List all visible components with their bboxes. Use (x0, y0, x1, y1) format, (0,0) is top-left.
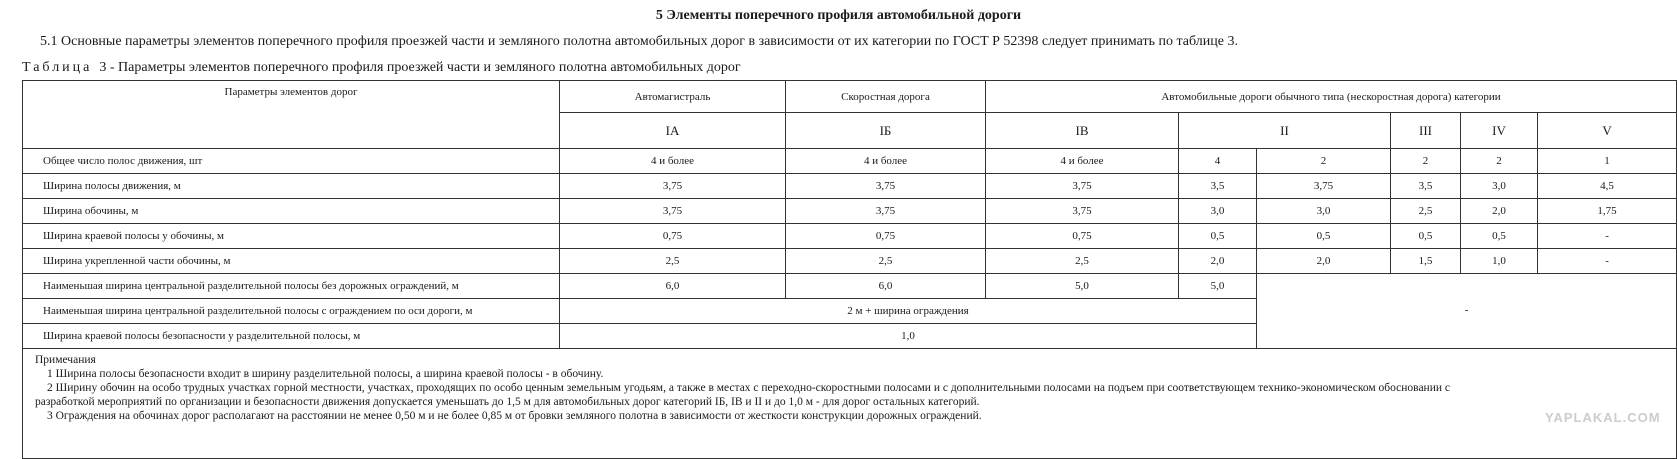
note-2-continued: разработкой мероприятий по организации и безопасности движения допускается уменьшать до 1,5 м для автомобильных дорог категорий IБ, IB и II и до 1,0 м - для дорог остальных категорий. (35, 396, 980, 408)
header-param-cell: Параметры элементов дорог (23, 81, 560, 149)
cell: 4 и более (560, 149, 786, 174)
cell: 2 (1461, 149, 1538, 174)
header-ordinary-roads: Автомобильные дороги обычного типа (нескоростная дорога) категории (986, 81, 1677, 113)
cell: 4 и более (986, 149, 1179, 174)
category-ib: IБ (786, 113, 986, 149)
category-v: V (1538, 113, 1677, 149)
row-label: Ширина краевой полосы у обочины, м (23, 224, 560, 249)
cell: 4 и более (786, 149, 986, 174)
cell: 2,0 (1179, 249, 1257, 274)
cell: 6,0 (560, 274, 786, 299)
table-row (23, 274, 1677, 299)
parameters-table (22, 80, 1677, 459)
table-row (23, 224, 1677, 249)
caption-prefix: Таблица (22, 60, 93, 75)
cell: 2,5 (786, 249, 986, 274)
table-row (23, 149, 1677, 174)
notes-cell (23, 349, 1677, 459)
cell: 2,5 (1391, 199, 1461, 224)
watermark: YAPLAKAL.COM (1545, 410, 1661, 425)
cell: 3,0 (1461, 174, 1538, 199)
cell: 3,75 (1257, 174, 1391, 199)
header-expressway: Скоростная дорога (786, 81, 986, 113)
table-row (23, 299, 1677, 324)
cell: 0,75 (560, 224, 786, 249)
cell: 2 (1391, 149, 1461, 174)
cell: 6,0 (786, 274, 986, 299)
row-label: Ширина краевой полосы безопасности у разделительной полосы, м (23, 324, 560, 349)
category-iv4: IV (1461, 113, 1538, 149)
cell: 0,5 (1461, 224, 1538, 249)
cell: 3,0 (1257, 199, 1391, 224)
cell: 0,75 (786, 224, 986, 249)
cell: 0,5 (1391, 224, 1461, 249)
table-caption (22, 59, 741, 77)
cell: 3,75 (986, 199, 1179, 224)
cell: 2,0 (1461, 199, 1538, 224)
table-row (23, 174, 1677, 199)
cell: 3,5 (1179, 174, 1257, 199)
empty-cell (1257, 274, 1677, 299)
cell: 3,75 (560, 199, 786, 224)
note-2: 2 Ширину обочин на особо трудных участках горной местности, участках, проходящих по особо ценным земельным угодьям, а также в местах с переходно-скоростными полосами и с дополнительными полосами на подъем при соответствующем технико-экономическом обосновании с (47, 382, 1450, 394)
cell: - (1538, 249, 1677, 274)
cell: 5,0 (1179, 274, 1257, 299)
caption-text: 3 - Параметры элементов поперечного профиля проезжей части и земляного полотна автомобильных дорог (99, 60, 741, 75)
cell: 3,75 (786, 174, 986, 199)
cell: 2,5 (986, 249, 1179, 274)
intro-paragraph: 5.1 Основные параметры элементов поперечного профиля проезжей части и земляного полотна автомобильных дорог в зависимости от их категории по ГОСТ Р 52398 следует принимать по таблице 3. (40, 34, 1238, 49)
cell: 0,75 (986, 224, 1179, 249)
notes-title: Примечания (35, 354, 96, 366)
cell: 5,0 (986, 274, 1179, 299)
document-title: 5 Элементы поперечного профиля автомобильной дороги (655, 8, 1022, 23)
cell: 2,0 (1257, 249, 1391, 274)
notes-row (23, 349, 1677, 459)
cell: 0,5 (1179, 224, 1257, 249)
row-label: Наименьшая ширина центральной разделительной полосы без дорожных ограждений, м (23, 274, 560, 299)
category-ia: IA (560, 113, 786, 149)
table-row (23, 199, 1677, 224)
cell: 1,75 (1538, 199, 1677, 224)
cell: 3,75 (986, 174, 1179, 199)
cell: 0,5 (1257, 224, 1391, 249)
table-row (23, 249, 1677, 274)
row-label: Наименьшая ширина центральной разделительной полосы с ограждением по оси дороги, м (23, 299, 560, 324)
cell: 3,0 (1179, 199, 1257, 224)
row-label: Ширина обочины, м (23, 199, 560, 224)
merged-dash-cell: - (1257, 299, 1677, 349)
cell: 2 (1257, 149, 1391, 174)
header-motorway: Автомагистраль (560, 81, 786, 113)
cell: 1,0 (1461, 249, 1538, 274)
category-ii: II (1179, 113, 1391, 149)
cell: 3,75 (786, 199, 986, 224)
cell: 3,75 (560, 174, 786, 199)
cell: 1 (1538, 149, 1677, 174)
header-row-1 (23, 81, 1677, 113)
row-label: Ширина полосы движения, м (23, 174, 560, 199)
row-label: Ширина укрепленной части обочины, м (23, 249, 560, 274)
cell: 3,5 (1391, 174, 1461, 199)
cell: 2,5 (560, 249, 786, 274)
merged-cell-safety-strip: 1,0 (560, 324, 1257, 349)
note-3: 3 Ограждения на обочинах дорог располагают на расстоянии не менее 0,50 м и не более 0,85 м от бровки земляного полотна в зависимости от жесткости конструкции дорожных ограждений. (47, 410, 982, 422)
merged-cell-barrier-width: 2 м + ширина ограждения (560, 299, 1257, 324)
cell: 1,5 (1391, 249, 1461, 274)
row-label: Общее число полос движения, шт (23, 149, 560, 174)
cell: 4,5 (1538, 174, 1677, 199)
cell: - (1538, 224, 1677, 249)
cell: 4 (1179, 149, 1257, 174)
note-1: 1 Ширина полосы безопасности входит в ширину разделительной полосы, а ширина краевой полосы - в обочину. (47, 368, 604, 380)
category-iv: IB (986, 113, 1179, 149)
category-iii: III (1391, 113, 1461, 149)
